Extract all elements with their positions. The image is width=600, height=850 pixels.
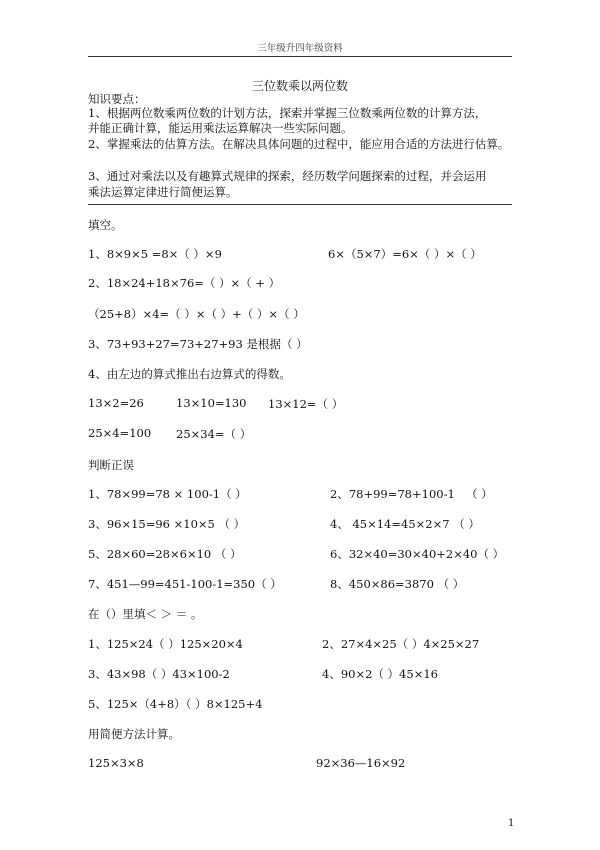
fill-blank-heading: 填空。	[88, 218, 123, 232]
knowledge-line: 1、根据两位数乘两位数的计划方法，探索并掌握三位数乘两位数的计算方法，	[88, 106, 487, 120]
question-4-expr: 25×34=（ ）	[176, 427, 252, 441]
knowledge-heading: 知识要点：	[88, 92, 146, 106]
knowledge-line: 3、通过对乘法以及有趣算式规律的探索，经历数学问题探索的过程，并会运用	[88, 169, 487, 183]
judge-heading: 判断正误	[88, 458, 134, 472]
question-2b: （25+8）×4=（ ）×（ ）+（ ）×（ ）	[88, 307, 305, 321]
question-4: 4、由左边的算式推出右边算式的得数。	[88, 367, 291, 381]
judge-item: 1、78×99=78 × 100-1（ ）	[88, 487, 247, 501]
page-title: 三位数乘以两位数	[251, 79, 348, 93]
question-1a: 1、8×9×5 =8×（ ）×9	[88, 247, 222, 261]
compare-item: 4、90×2（ ）45×16	[322, 667, 438, 681]
question-3: 3、73+93+27=73+27+93 是根据（ ）	[88, 337, 308, 351]
question-4-expr: 13×2=26	[88, 396, 144, 410]
page-header: 三年级升四年级资料	[257, 43, 343, 54]
judge-item: 4、 45×14=45×2×7 （ ）	[330, 517, 480, 531]
compare-item: 5、125×（4+8）（ ）8×125+4	[88, 697, 263, 711]
section-divider	[88, 204, 512, 205]
compare-item: 2、27×4×25（ ）4×25×27	[322, 637, 480, 651]
compare-heading: 在（）里填＜ ＞ ＝ 。	[88, 607, 203, 621]
page-number: 1	[508, 818, 515, 829]
question-2: 2、18×24+18×76=（ ）×（ + ）	[88, 276, 281, 290]
question-4-expr: 25×4=100	[88, 426, 152, 440]
judge-item: 7、451—99=451-100-1=350（ ）	[88, 577, 282, 591]
judge-item: 8、450×86=3870 （ ）	[330, 577, 465, 591]
judge-item: 5、28×60=28×6×10 （ ）	[88, 547, 242, 561]
judge-item: 3、96×15=96 ×10×5 （ ）	[88, 517, 246, 531]
judge-item: 6、32×40=30×40+2×40（ ）	[330, 547, 505, 561]
question-4-expr: 13×12=（ ）	[268, 397, 344, 411]
header-divider	[88, 56, 512, 57]
judge-item-blank: （ ）	[466, 487, 493, 501]
compare-item: 3、43×98（ ）43×100-2	[88, 667, 230, 681]
compare-item: 1、125×24（ ）125×20×4	[88, 637, 243, 651]
knowledge-line: 乘法运算定律进行简便运算。	[88, 185, 238, 199]
question-4-expr: 13×10=130	[176, 396, 247, 410]
judge-item: 2、78+99=78+100-1	[330, 487, 455, 501]
simplify-item: 92×36—16×92	[316, 756, 406, 770]
simplify-heading: 用简便方法计算。	[88, 727, 180, 741]
question-1b: 6×（5×7）=6×（ ）×（ ）	[328, 247, 482, 261]
knowledge-line: 2、掌握乘法的估算方法。在解决具体问题的过程中，能应用合适的方法进行估算。	[88, 137, 510, 151]
simplify-item: 125×3×8	[88, 756, 144, 770]
knowledge-line: 并能正确计算，能运用乘法运算解决一些实际问题。	[88, 121, 353, 135]
